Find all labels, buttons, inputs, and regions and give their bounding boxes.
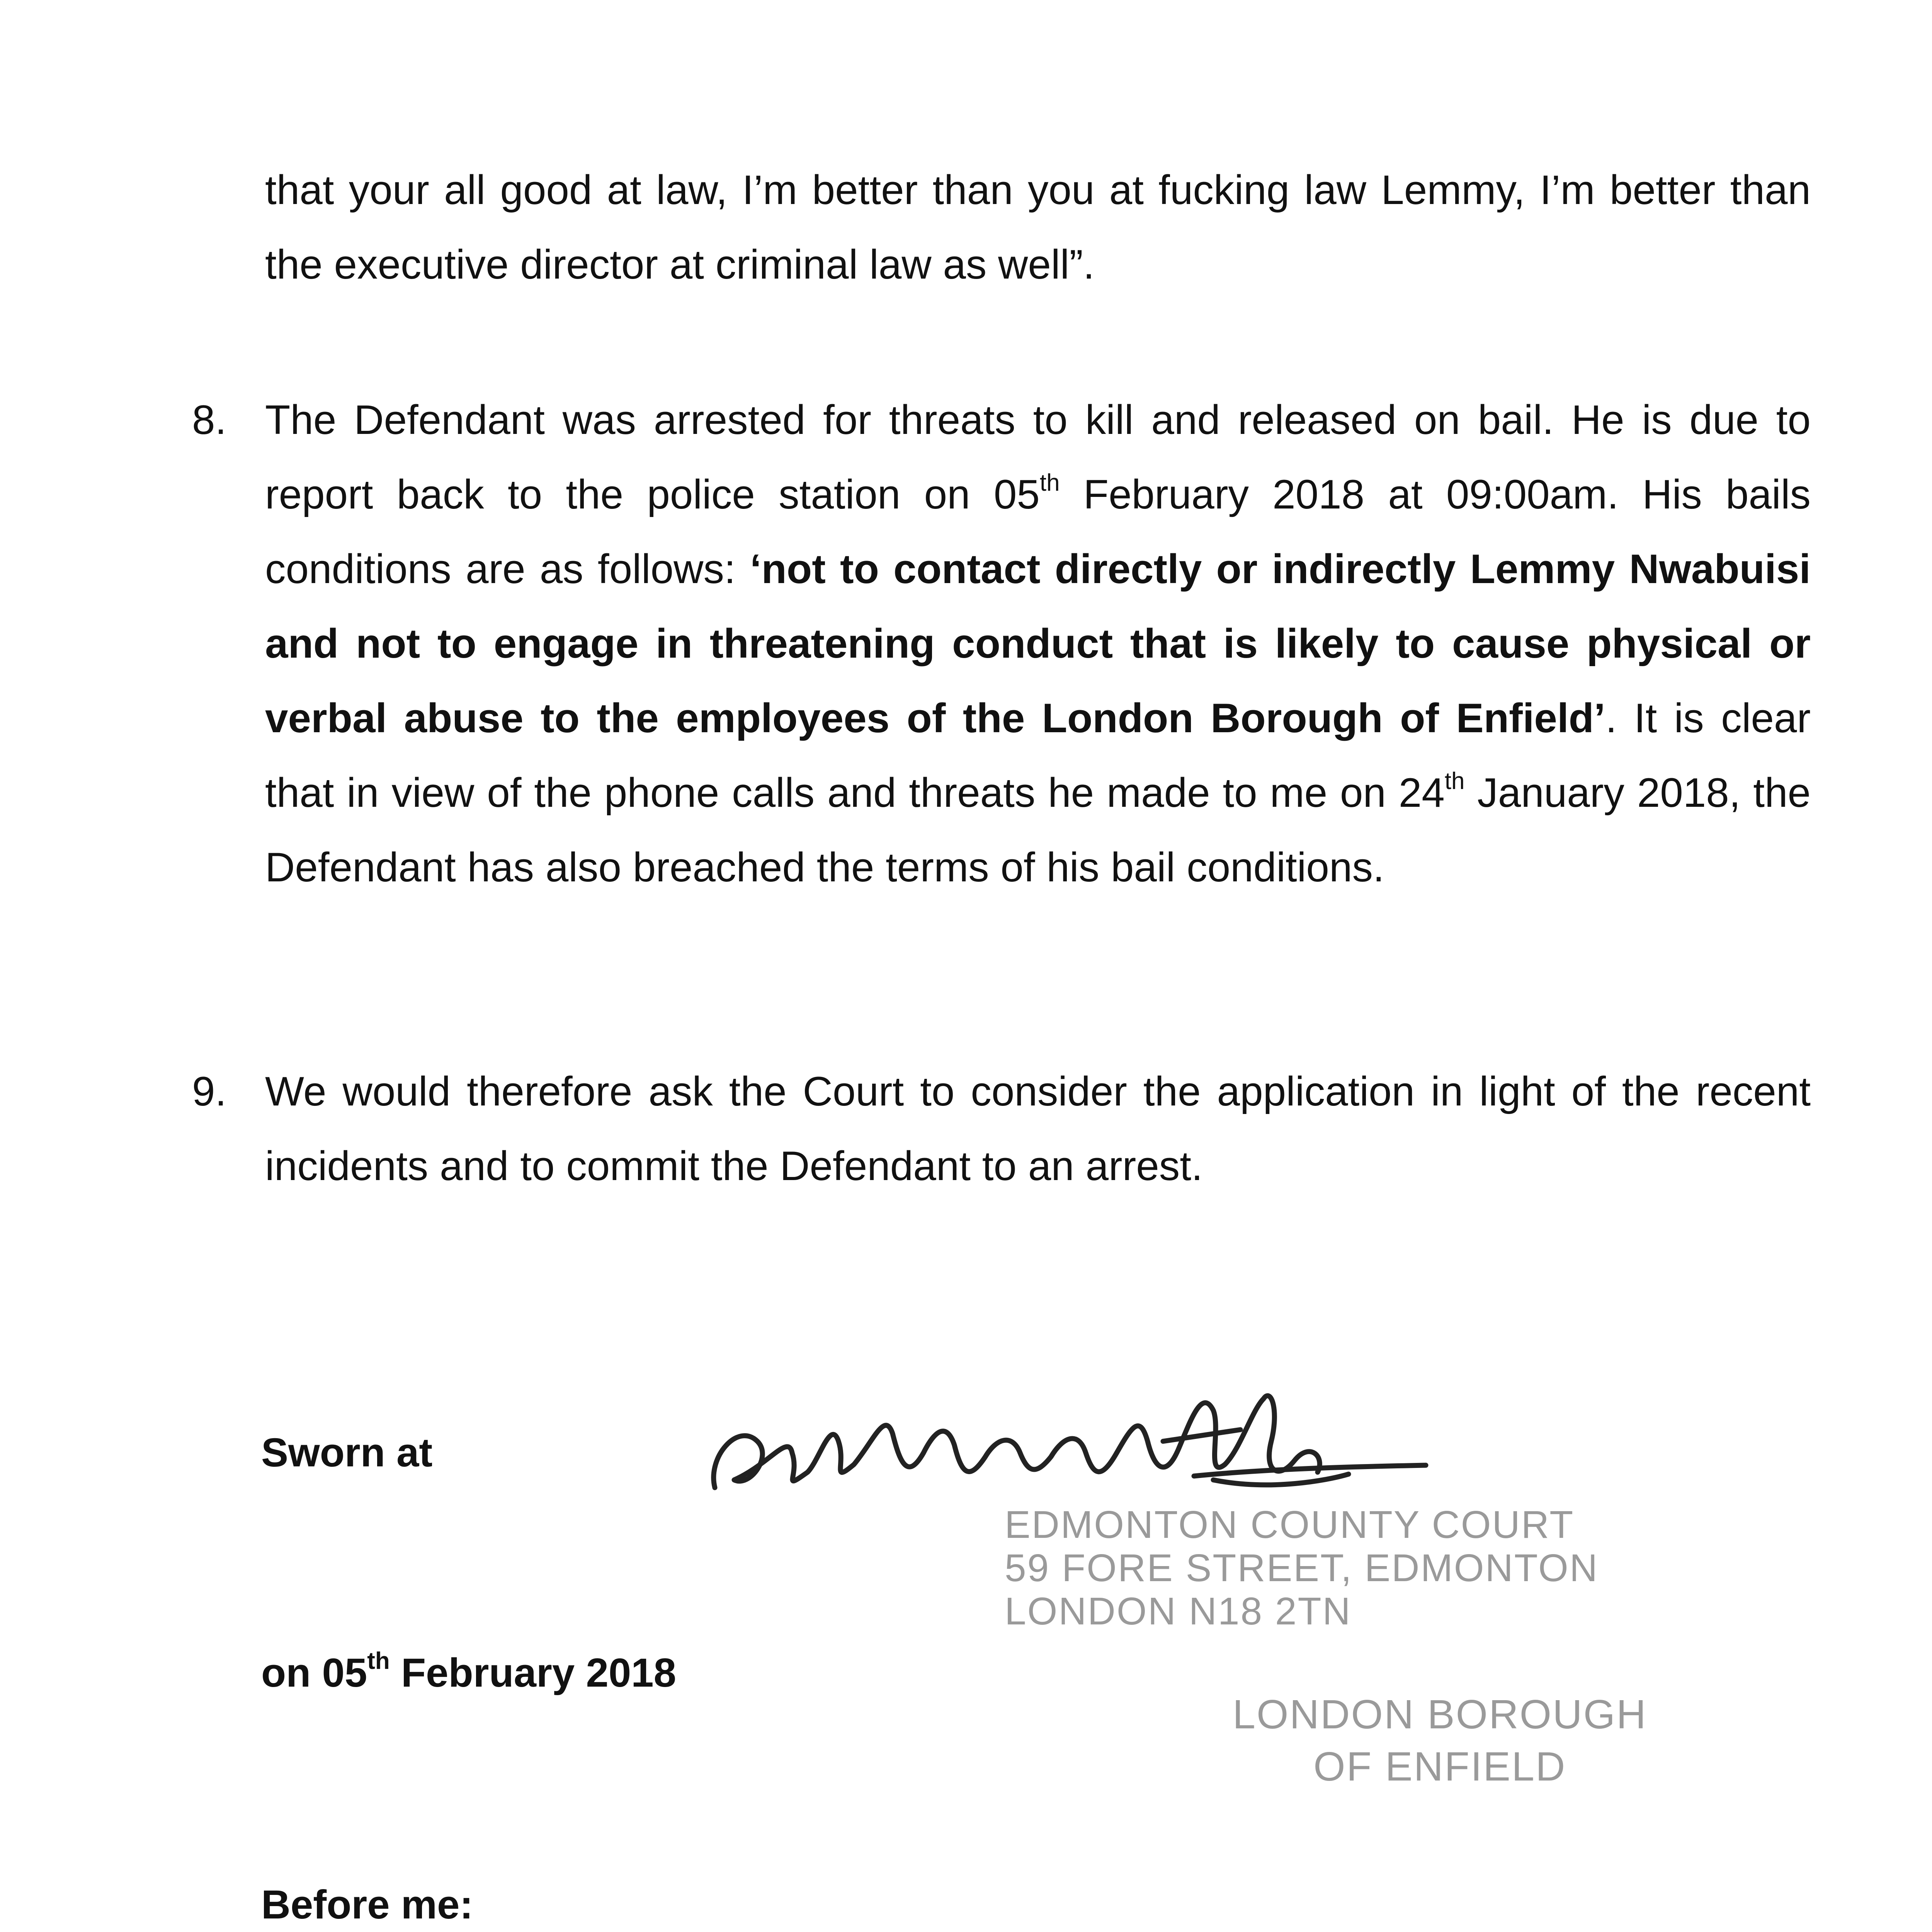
- paragraph-8-number: 8.: [192, 396, 227, 443]
- paragraph-9: [265, 1054, 1811, 1203]
- date-suffix: February 2018: [389, 1650, 677, 1696]
- sworn-date: [261, 1650, 676, 1696]
- paragraph-8-text-2: February 2018 at 09:00am. His bails conditions are as follows:: [265, 471, 1811, 592]
- stamp-line: OF ENFIELD: [1313, 1744, 1566, 1789]
- paragraph-8: [265, 383, 1811, 905]
- bail-conditions-quote: ‘not to contact directly or indirectly Lemmy Nwabuisi and not to engage in threatening conduct that is likely to cause physical or verbal abuse to the employees of the London Borough of Enfield’: [265, 546, 1811, 741]
- stamp-line: LONDON BOROUGH: [1233, 1692, 1647, 1737]
- borough-stamp: [1233, 1689, 1647, 1793]
- ordinal-suffix: th: [367, 1648, 390, 1674]
- paragraph-9-text: We would therefore ask the Court to consider the application in light of the recent incidents and to commit the Defendant to an arrest.: [265, 1068, 1811, 1189]
- paragraph-8-text-4: January 2018, the Defendant has also breached the terms of his bail conditions.: [265, 769, 1811, 890]
- paragraph-7-text: that your all good at law, I’m better than you at fucking law Lemmy, I’m better than the executive director at criminal law as well”.: [265, 167, 1811, 287]
- ordinal-suffix: th: [1039, 469, 1060, 496]
- paragraph-9-number: 9.: [192, 1068, 227, 1114]
- before-me-label: Before me:: [261, 1882, 473, 1927]
- paragraph-8-text-3: . It is clear that in view of the phone calls and threats he made to me on 24: [265, 695, 1811, 816]
- stamp-line: EDMONTON COUNTY COURT: [1005, 1503, 1575, 1546]
- paragraph-7-continuation: [265, 153, 1811, 302]
- stamp-line: 59 FORE STREET, EDMONTON: [1005, 1546, 1599, 1590]
- date-prefix: on 05: [261, 1650, 367, 1696]
- deponent-signature: [692, 1364, 1445, 1526]
- stamp-line: LONDON N18 2TN: [1005, 1590, 1352, 1633]
- court-address-stamp: [1005, 1503, 1599, 1633]
- ordinal-suffix: th: [1444, 768, 1465, 794]
- sworn-at-label: Sworn at: [261, 1430, 433, 1475]
- paragraph-8-text-1: The Defendant was arrested for threats to kill and released on bail. He is due to report back to the police station on 05: [265, 396, 1811, 517]
